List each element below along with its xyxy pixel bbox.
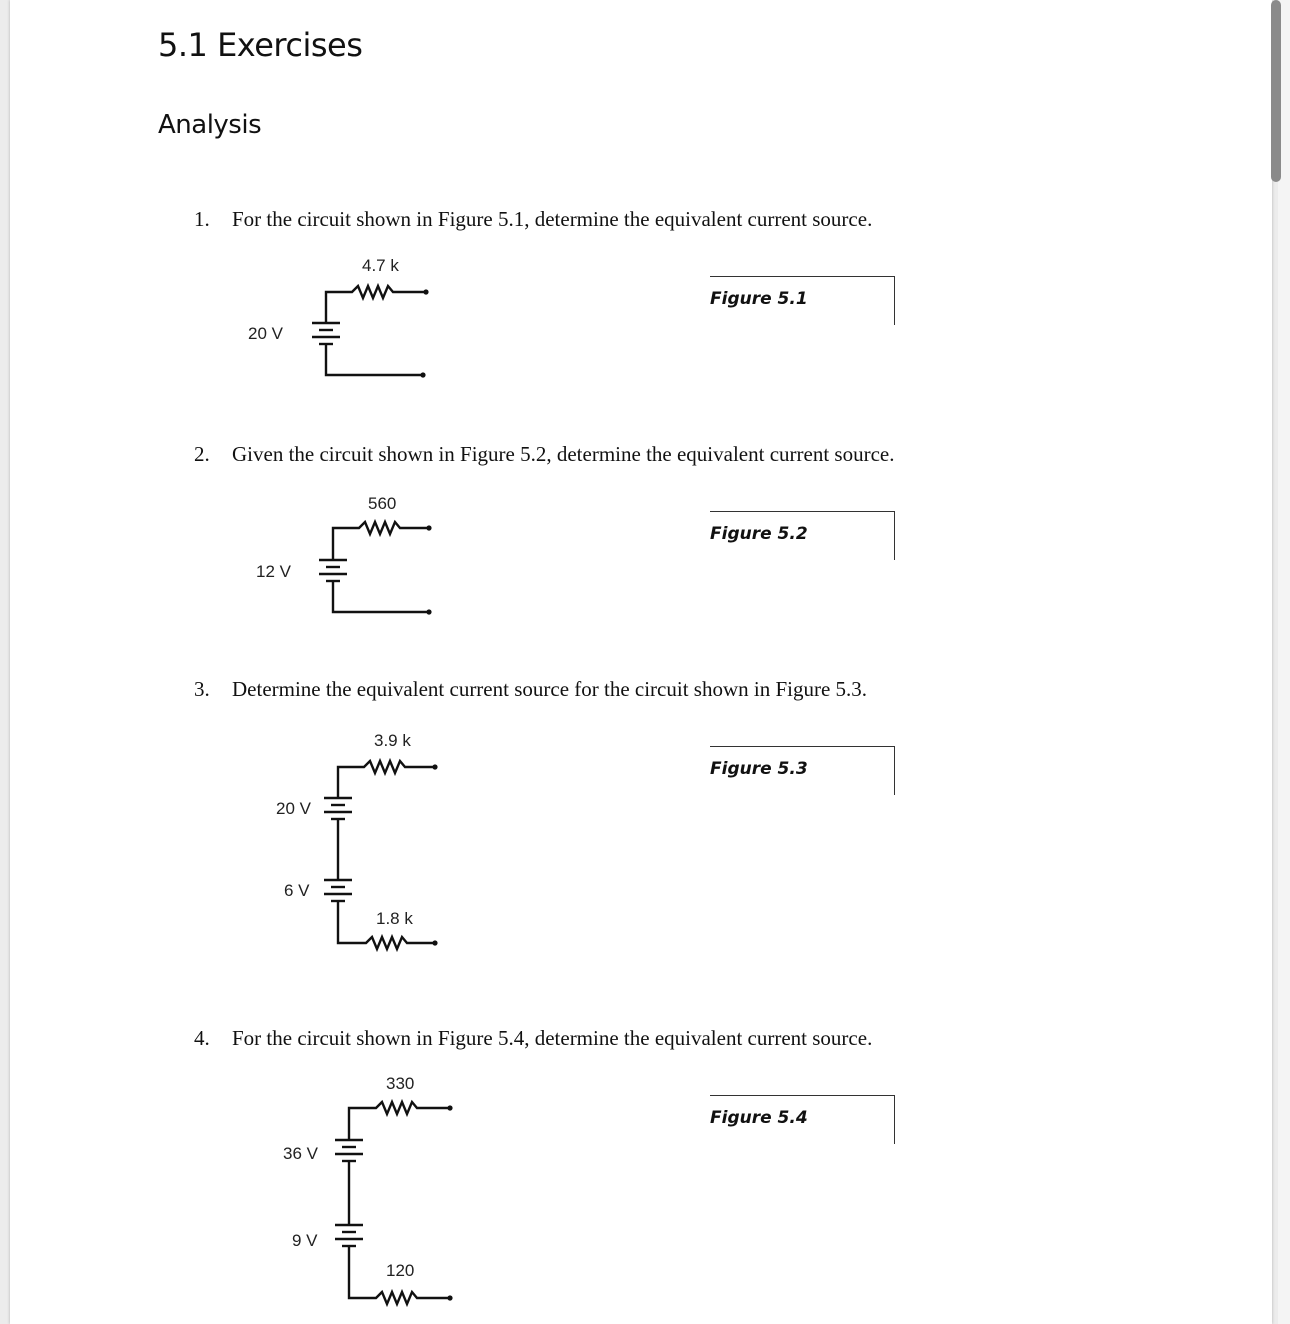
exercise-text: Determine the equivalent current source for the circuit shown in Figure 5.3. bbox=[232, 677, 868, 701]
resistor-330 bbox=[349, 1102, 450, 1140]
figure-caption: Figure 5.4 bbox=[710, 1108, 808, 1128]
source-label: 20 V bbox=[248, 324, 283, 343]
terminal-b bbox=[447, 1295, 452, 1300]
resistor-top-label: 330 bbox=[386, 1074, 415, 1093]
document-page bbox=[10, 0, 1272, 1324]
subsection-title: Analysis bbox=[158, 110, 262, 140]
figure-caption: Figure 5.1 bbox=[710, 289, 808, 309]
figure-caption: Figure 5.3 bbox=[710, 759, 808, 779]
circuit-figure-5-4 bbox=[10, 0, 1272, 1324]
battery-9v bbox=[335, 1225, 363, 1246]
exercise-number: 4. bbox=[194, 1026, 210, 1050]
source2-label: 6 V bbox=[284, 881, 310, 900]
exercise-number: 3. bbox=[194, 677, 210, 701]
source2-label: 9 V bbox=[292, 1231, 318, 1250]
battery-36v bbox=[335, 1140, 363, 1161]
source1-label: 36 V bbox=[283, 1144, 318, 1163]
exercise-text: For the circuit shown in Figure 5.1, determine the equivalent current source. bbox=[232, 207, 873, 231]
section-title: 5.1 Exercises bbox=[158, 26, 363, 64]
exercise-number: 2. bbox=[194, 442, 210, 466]
exercise-text: Given the circuit shown in Figure 5.2, determine the equivalent current source. bbox=[232, 442, 895, 466]
resistor-bottom-label: 1.8 k bbox=[376, 909, 413, 928]
scrollbar-track[interactable] bbox=[1278, 0, 1290, 1324]
source-label: 12 V bbox=[256, 562, 291, 581]
exercise-text: For the circuit shown in Figure 5.4, determine the equivalent current source. bbox=[232, 1026, 873, 1050]
resistor-label: 4.7 k bbox=[362, 256, 399, 275]
resistor-top-label: 3.9 k bbox=[374, 731, 411, 750]
figure-caption-box bbox=[710, 1095, 895, 1144]
source1-label: 20 V bbox=[276, 799, 311, 818]
exercise-number: 1. bbox=[194, 207, 210, 231]
resistor-label: 560 bbox=[368, 494, 397, 513]
resistor-bottom-label: 120 bbox=[386, 1261, 415, 1280]
terminal-a bbox=[447, 1105, 452, 1110]
figure-caption: Figure 5.2 bbox=[710, 524, 808, 544]
scrollbar-thumb[interactable] bbox=[1271, 0, 1281, 182]
